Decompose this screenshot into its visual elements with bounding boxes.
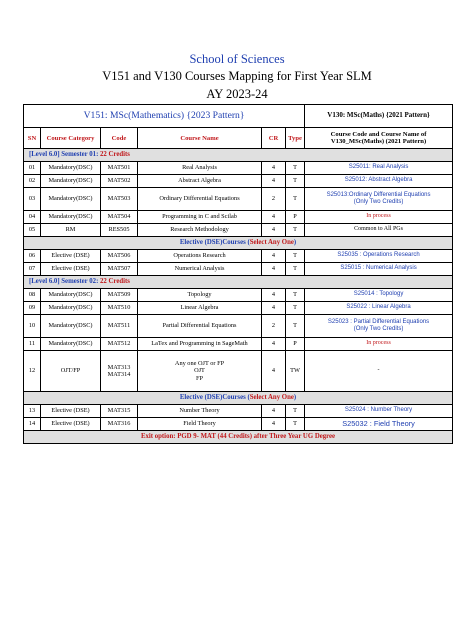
cell-v130: - <box>305 351 453 392</box>
cell-sn: 06 <box>24 250 41 263</box>
cell-sn: 01 <box>24 162 41 175</box>
table-row <box>24 188 453 211</box>
cell-name: Research Methodology <box>138 224 262 237</box>
cell-v130: S25032 : Field Theory <box>305 418 453 431</box>
cell-cr: 4 <box>262 351 286 392</box>
cell-sn: 04 <box>24 211 41 224</box>
cell-category: Mandatory(DSC) <box>41 338 101 351</box>
cell-code <box>101 351 138 392</box>
cell-type: T <box>286 315 305 338</box>
v130-note: (Only Two Credits) <box>353 326 404 332</box>
cell-category: Elective (DSE) <box>41 263 101 276</box>
cell-name: Partial Differential Equations <box>138 315 262 338</box>
semester-2-label <box>24 276 453 289</box>
cell-type: T <box>286 188 305 211</box>
cell-sn: 07 <box>24 263 41 276</box>
cell-cr: 4 <box>262 263 286 276</box>
col-category: Course Category <box>41 128 101 149</box>
cell-type: T <box>286 162 305 175</box>
cell-code: MAT511 <box>101 315 138 338</box>
cell-v130: S25012: Abstract Algebra <box>305 175 453 188</box>
elective-2-note: Select Any One <box>249 394 294 402</box>
cell-cr: 4 <box>262 289 286 302</box>
cell-cr: 4 <box>262 211 286 224</box>
name-choice: Any one OJT or FP <box>174 360 225 368</box>
cell-name: Linear Algebra <box>138 302 262 315</box>
cell-type: T <box>286 250 305 263</box>
cell-category: Mandatory(DSC) <box>41 162 101 175</box>
cell-code: MAT507 <box>101 263 138 276</box>
table-row <box>24 289 453 302</box>
cell-name: Numerical Analysis <box>138 263 262 276</box>
cell-code: MAT503 <box>101 188 138 211</box>
col-type: Type <box>286 128 305 149</box>
table-row <box>24 211 453 224</box>
table-row <box>24 224 453 237</box>
table-row <box>24 351 453 392</box>
table-row <box>24 338 453 351</box>
cell-name: Programming in C and Scilab <box>138 211 262 224</box>
cell-category: Mandatory(DSC) <box>41 302 101 315</box>
cell-code: MAT510 <box>101 302 138 315</box>
elective-2-row <box>24 392 453 405</box>
cell-cr: 4 <box>262 162 286 175</box>
cell-sn: 11 <box>24 338 41 351</box>
cell-code: MAT506 <box>101 250 138 263</box>
cell-v130: S25015 : Numerical Analysis <box>305 263 453 276</box>
course-mapping-table <box>23 104 453 444</box>
cell-sn: 14 <box>24 418 41 431</box>
elective-1-note: Select Any One <box>249 239 294 247</box>
cell-type: T <box>286 418 305 431</box>
cell-category: RM <box>41 224 101 237</box>
cell-code: MAT315 <box>101 405 138 418</box>
semester-1-prefix: [Level 6.0] Semester 01: <box>29 151 101 159</box>
cell-type: TW <box>286 351 305 392</box>
elective-1-suffix: ) <box>293 239 297 247</box>
col-name: Course Name <box>138 128 262 149</box>
cell-sn: 10 <box>24 315 41 338</box>
cell-code: MAT504 <box>101 211 138 224</box>
table-row <box>24 250 453 263</box>
col-cr: CR <box>262 128 286 149</box>
cell-type: T <box>286 289 305 302</box>
v130-title: V130: MSc(Maths) {2021 Pattern} <box>305 105 453 128</box>
cell-type: T <box>286 263 305 276</box>
cell-name: Number Theory <box>138 405 262 418</box>
elective-1-label <box>24 237 453 250</box>
cell-cr: 2 <box>262 188 286 211</box>
cell-category: Mandatory(DSC) <box>41 188 101 211</box>
cell-code: MAT316 <box>101 418 138 431</box>
program-title-row <box>24 105 453 128</box>
v151-title: V151: MSc(Mathematics) {2023 Pattern} <box>24 105 305 128</box>
cell-type: P <box>286 211 305 224</box>
cell-category: Mandatory(DSC) <box>41 175 101 188</box>
cell-type: T <box>286 175 305 188</box>
cell-sn: 02 <box>24 175 41 188</box>
cell-v130: S25035 : Operations Research <box>305 250 453 263</box>
elective-1-row <box>24 237 453 250</box>
table-row <box>24 175 453 188</box>
exit-option: Exit option: PGD 9- MAT (44 Credits) after Three Year UG Degree <box>24 431 453 444</box>
cell-category: Elective (DSE) <box>41 418 101 431</box>
name-fp: FP <box>195 374 203 382</box>
cell-category: OJT/FP <box>41 351 101 392</box>
school-title: School of Sciences <box>189 52 285 66</box>
cell-category: Elective (DSE) <box>41 250 101 263</box>
cell-cr: 4 <box>262 418 286 431</box>
cell-code: MAT502 <box>101 175 138 188</box>
code-fp: MAT314 <box>107 371 131 378</box>
elective-2-suffix: ) <box>293 394 297 402</box>
cell-code: RES505 <box>101 224 138 237</box>
table-row <box>24 405 453 418</box>
semester-1-label <box>24 149 453 162</box>
cell-cr: 4 <box>262 302 286 315</box>
document-title: V151 and V130 Courses Mapping for First Year SLM <box>102 69 372 83</box>
elective-2-prefix: Elective (DSE)Courses ( <box>179 394 250 402</box>
cell-cr: 4 <box>262 224 286 237</box>
v130-course: S25013:Ordinary Differential Equations <box>326 191 431 198</box>
table-row <box>24 315 453 338</box>
cell-name <box>138 351 262 392</box>
semester-1-row <box>24 149 453 162</box>
cell-sn: 13 <box>24 405 41 418</box>
cell-category: Elective (DSE) <box>41 405 101 418</box>
cell-sn: 03 <box>24 188 41 211</box>
cell-v130: S25022 : Linear Algebra <box>305 302 453 315</box>
cell-type: T <box>286 224 305 237</box>
cell-cr: 4 <box>262 338 286 351</box>
cell-v130: In process <box>305 211 453 224</box>
semester-2-row <box>24 276 453 289</box>
cell-code: MAT509 <box>101 289 138 302</box>
table-row <box>24 302 453 315</box>
elective-1-prefix: Elective (DSE)Courses ( <box>179 239 250 247</box>
col-sn: SN <box>24 128 41 149</box>
cell-v130: In process <box>305 338 453 351</box>
cell-name: Real Analysis <box>138 162 262 175</box>
cell-name: Topology <box>138 289 262 302</box>
cell-type: T <box>286 405 305 418</box>
cell-category: Mandatory(DSC) <box>41 315 101 338</box>
cell-name: Operations Research <box>138 250 262 263</box>
semester-2-prefix: [Level 6.0] Semester 02: <box>29 278 101 286</box>
cell-code: MAT512 <box>101 338 138 351</box>
cell-type: P <box>286 338 305 351</box>
col-v130: Course Code and Course Name of V130_MSc(Maths) (2021 Pattern) <box>305 128 453 149</box>
table-row <box>24 418 453 431</box>
cell-cr: 4 <box>262 405 286 418</box>
cell-cr: 4 <box>262 175 286 188</box>
exit-option-row <box>24 431 453 444</box>
v130-course: S25023 : Partial Differential Equations <box>327 318 430 325</box>
cell-name: LaTex and Programming in SageMath <box>138 338 262 351</box>
cell-sn: 08 <box>24 289 41 302</box>
cell-code: MAT501 <box>101 162 138 175</box>
cell-v130: S25014 : Topology <box>305 289 453 302</box>
cell-cr: 4 <box>262 250 286 263</box>
cell-v130 <box>305 188 453 211</box>
cell-v130: S25011: Real Analysis <box>305 162 453 175</box>
cell-name: Field Theory <box>138 418 262 431</box>
semester-1-credits: 22 Credits <box>100 151 130 159</box>
cell-category: Mandatory(DSC) <box>41 289 101 302</box>
table-row <box>24 162 453 175</box>
cell-name: Abstract Algebra <box>138 175 262 188</box>
elective-2-label <box>24 392 453 405</box>
code-ojt: MAT313 <box>107 363 131 371</box>
cell-name: Ordinary Differential Equations <box>138 188 262 211</box>
cell-sn: 05 <box>24 224 41 237</box>
cell-sn: 09 <box>24 302 41 315</box>
col-code: Code <box>101 128 138 149</box>
cell-type: T <box>286 302 305 315</box>
v130-note: (Only Two Credits) <box>353 199 404 205</box>
cell-category: Mandatory(DSC) <box>41 211 101 224</box>
table-row <box>24 263 453 276</box>
cell-v130 <box>305 315 453 338</box>
semester-2-credits: 22 Credits <box>100 278 130 286</box>
column-header-row <box>24 128 453 149</box>
academic-year: AY 2023-24 <box>206 87 268 101</box>
cell-v130: Common to All PGs <box>305 224 453 237</box>
cell-cr: 2 <box>262 315 286 338</box>
name-ojt: OJT <box>194 367 205 375</box>
cell-v130: S25024 : Number Theory <box>305 405 453 418</box>
cell-sn: 12 <box>24 351 41 392</box>
